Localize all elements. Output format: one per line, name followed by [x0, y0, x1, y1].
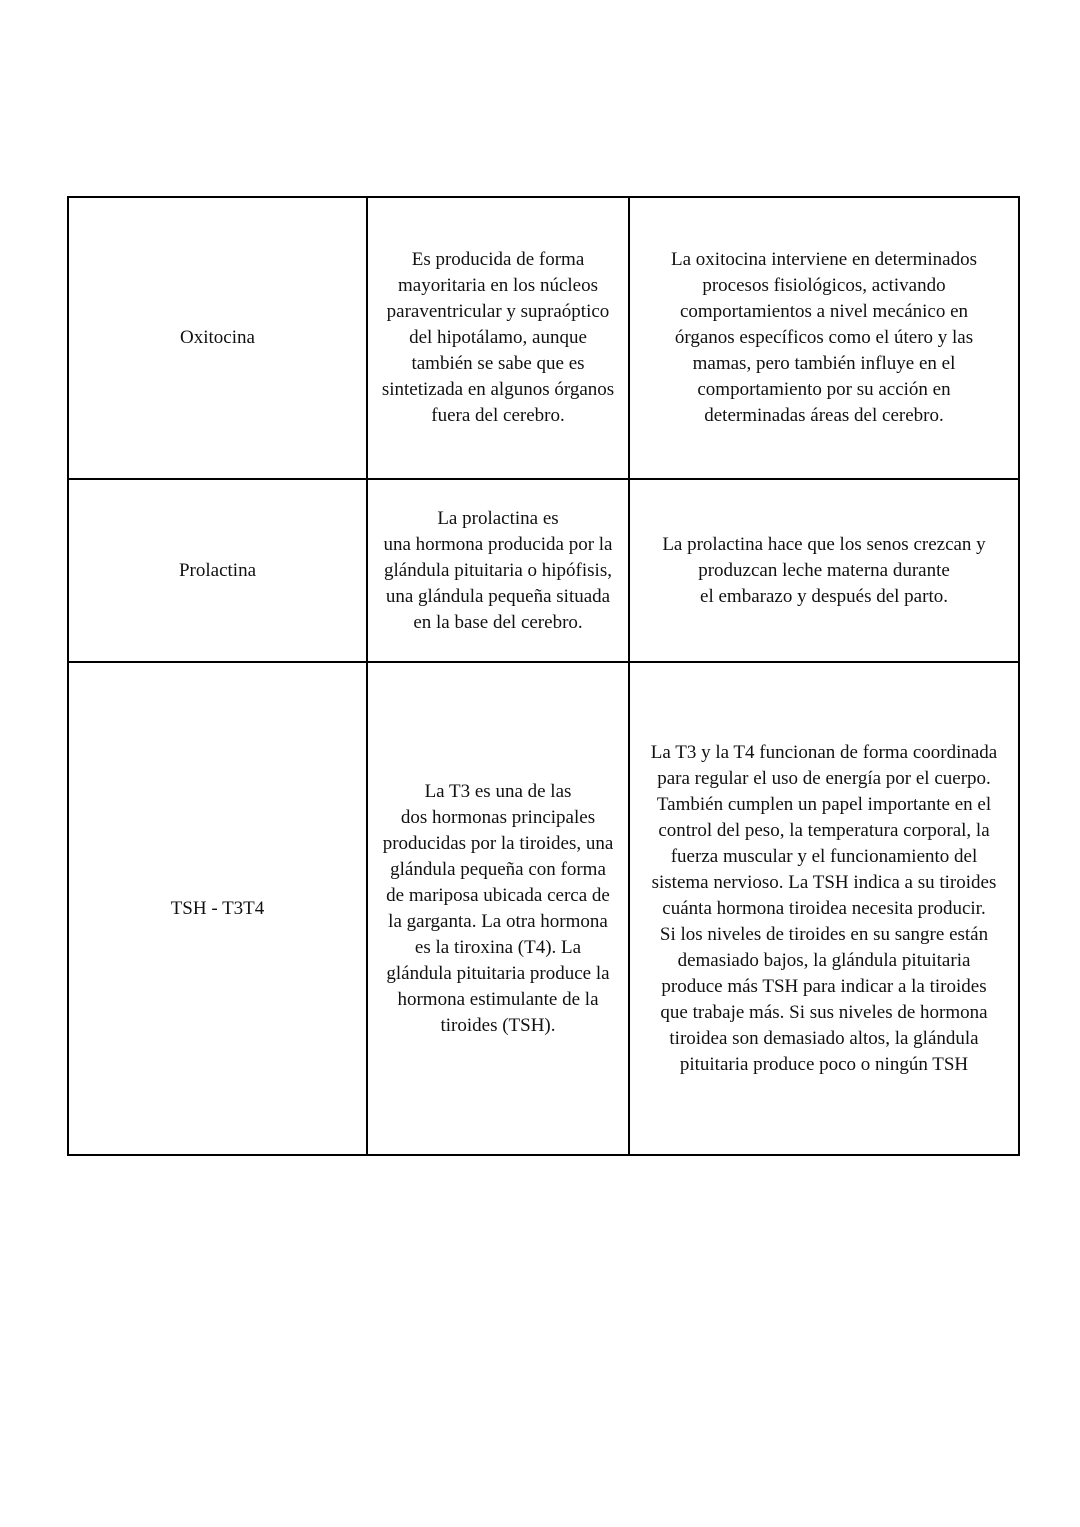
- table-row: [68, 479, 1019, 662]
- hormone-origin-cell: Es producida de forma mayoritaria en los núcleos paraventricular y supraóptico del hipotálamo, aunque también se sabe que es sintetizada en algunos órganos fuera del cerebro.: [367, 197, 629, 479]
- hormone-name-cell: Prolactina: [68, 479, 367, 662]
- hormone-name-cell: Oxitocina: [68, 197, 367, 479]
- hormone-origin-cell: La T3 es una de las dos hormonas principales producidas por la tiroides, una glándula pequeña con forma de mariposa ubicada cerca de la garganta. La otra hormona es la tiroxina (T4). La glándula pituitaria produce la hormona estimulante de la tiroides (TSH).: [367, 662, 629, 1155]
- hormone-origin-cell: La prolactina es una hormona producida por la glándula pituitaria o hipófisis, una glándula pequeña situada en la base del cerebro.: [367, 479, 629, 662]
- hormone-function-cell: La T3 y la T4 funcionan de forma coordinada para regular el uso de energía por el cuerpo. También cumplen un papel importante en el control del peso, la temperatura corporal, la fuerza muscular y el funcionamiento del sistema nervioso. La TSH indica a su tiroides cuánta hormona tiroidea necesita producir. Si los niveles de tiroides en su sangre están demasiado bajos, la glándula pituitaria produce más TSH para indicar a la tiroides que trabaje más. Si sus niveles de hormona tiroidea son demasiado altos, la glándula pituitaria produce poco o ningún TSH: [629, 662, 1019, 1155]
- hormone-table: [67, 196, 1020, 1156]
- table-row: [68, 197, 1019, 479]
- hormone-function-cell: La oxitocina interviene en determinados procesos fisiológicos, activando comportamientos a nivel mecánico en órganos específicos como el útero y las mamas, pero también influye en el comportamiento por su acción en determinadas áreas del cerebro.: [629, 197, 1019, 479]
- table-row: [68, 662, 1019, 1155]
- hormone-function-cell: La prolactina hace que los senos crezcan y produzcan leche materna durante el embarazo y después del parto.: [629, 479, 1019, 662]
- hormone-name-cell: TSH - T3T4: [68, 662, 367, 1155]
